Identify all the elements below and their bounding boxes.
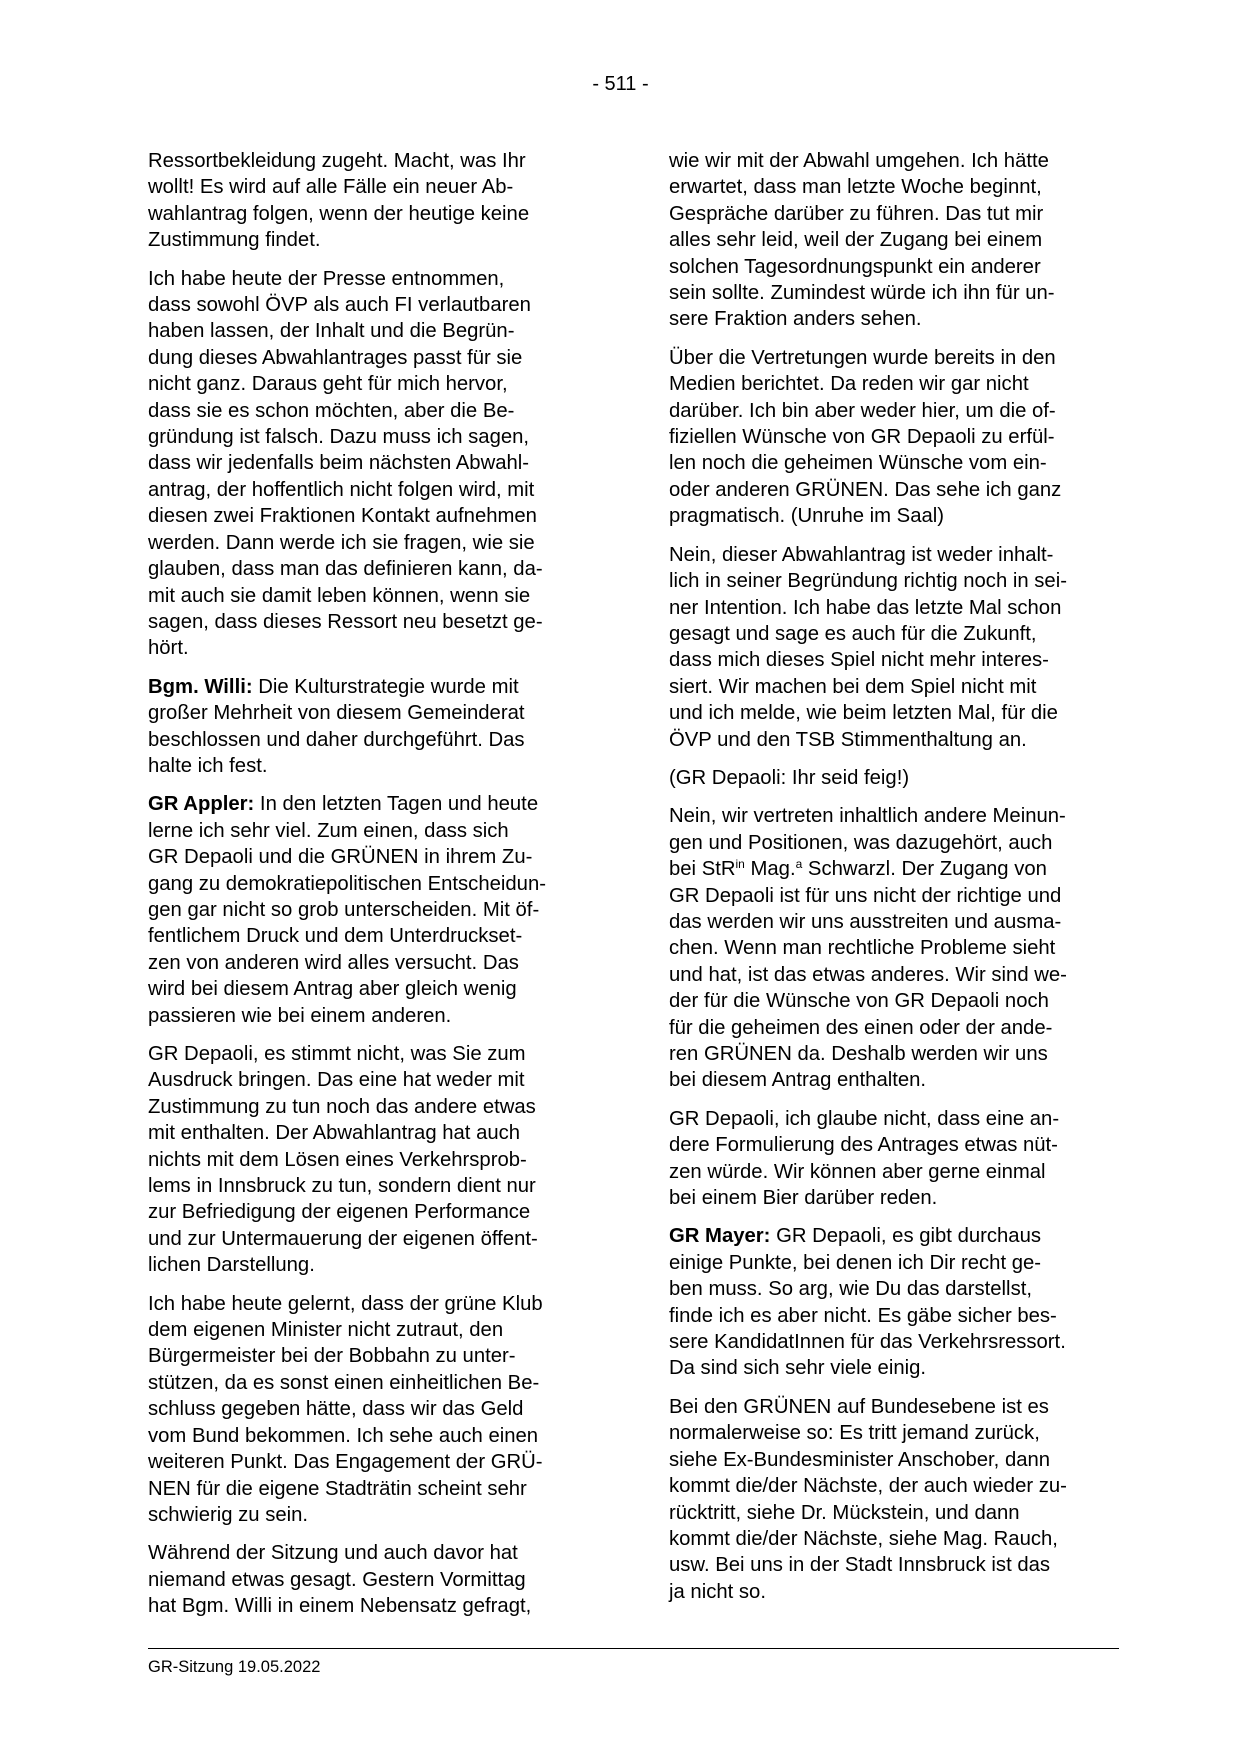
paragraph bbox=[669, 1223, 1117, 1381]
speech-text: GR Depaoli, es gibt durchaus einige Punkte, bei denen ich Dir recht ge- ben muss. So arg, wie Du das darstellst, finde ich es aber nicht. Es gäbe sicher bes- sere KandidatInnen für das Verkehrsressort. Da sind sich sehr viele einig. bbox=[669, 1225, 1066, 1380]
speech-text: In den letzten Tagen und heute lerne ich sehr viel. Zum einen, dass sich GR Depaoli und die GRÜNEN in ihrem Zu- gang zu demokratiepolitischen Entscheidun- gen gar nicht so grob unterscheiden. Mit öf- fentlichem Druck und dem Unterdruckset- zen von anderen wird alles versucht. Das wird bei diesem Antrag aber gleich wenig passieren wie bei einem anderen. bbox=[148, 793, 546, 1027]
paragraph: Ressortbekleidung zugeht. Macht, was Ihr wollt! Es wird auf alle Fälle ein neuer Ab- wahlantrag folgen, wenn der heutige keine Zustimmung findet. bbox=[148, 150, 530, 252]
paragraph bbox=[148, 791, 596, 1029]
text-line: Schwarzl. Der Zugang von bbox=[802, 858, 1047, 881]
speaker-name: Bgm. Willi: bbox=[148, 675, 253, 698]
speaker-name: GR Mayer: bbox=[669, 1225, 771, 1248]
text-lines: GR Depaoli ist für uns nicht der richtige und das werden wir uns ausstreiten und ausma- chen. Wenn man rechtliche Probleme sieht und hat, ist das etwas anderes. Wir sind we- der für die Wünsche von GR Depaoli noch für die geheimen des einen oder der ande- ren GRÜNEN da. Deshalb werden wir uns bei diesem Antrag enthalten. bbox=[669, 884, 1067, 1092]
speech-text: Die Kulturstrategie wurde mit großer Mehrheit von diesem Gemeinderat beschlossen und daher durchgeführt. Das halte ich fest. bbox=[148, 675, 525, 777]
paragraph: Ich habe heute der Presse entnommen, dass sowohl ÖVP als auch FI verlautbaren haben lassen, der Inhalt und die Begrün- dung dieses Abwahlantrages passt für sie nicht ganz. Daraus geht für mich hervor, dass sie es schon möchten, aber die Be- gründung ist falsch. Dazu muss ich sagen, dass wir jedenfalls beim nächsten Abwahl- antrag, der hoffentlich nicht folgen wird, mit diesen zwei Fraktionen Kontakt aufnehmen werden. Dann werde ich sie fragen, wie sie glauben, dass man das definieren kann, da- mit auch sie damit leben können, wenn sie sagen, dass dieses Ressort neu besetzt ge- hört. bbox=[148, 267, 543, 660]
paragraph: Während der Sitzung und auch davor hat niemand etwas gesagt. Gestern Vormittag hat Bgm. Willi in einem Nebensatz gefragt, bbox=[148, 1542, 532, 1618]
superscript: a bbox=[795, 857, 803, 872]
paragraph: Über die Vertretungen wurde bereits in den Medien berichtet. Da reden wir gar nicht darüber. Ich bin aber weder hier, um die of- fiziellen Wünsche von GR Depaoli zu erfül- len noch die geheimen Wünsche vom ein- oder anderen GRÜNEN. Das sehe ich ganz pragmatisch. (Unruhe im Saal) bbox=[669, 346, 1062, 528]
paragraph: GR Depaoli, es stimmt nicht, was Sie zum Ausdruck bringen. Das eine hat weder mit Zustimmung zu tun noch das andere etwas mit enthalten. Der Abwahlantrag hat auch nichts mit dem Lösen eines Verkehrsprob- lems in Innsbruck zu tun, sondern dient nur zur Befriedigung der eigenen Performance und zur Untermauerung der eigenen öffent- lichen Darstellung. bbox=[148, 1043, 538, 1277]
right-column bbox=[669, 148, 1117, 1617]
left-column bbox=[148, 148, 596, 1632]
speaker-name: GR Appler: bbox=[148, 793, 255, 816]
paragraph: wie wir mit der Abwahl umgehen. Ich hätte erwartet, dass man letzte Woche beginnt, Gespräche darüber zu führen. Das tut mir alles sehr leid, weil der Zugang bei einem solchen Tagesordnungspunkt ein anderer sein sollte. Zumindest würde ich ihn für un- sere Fraktion anders sehen. bbox=[669, 150, 1055, 331]
paragraph: Ich habe heute gelernt, dass der grüne Klub dem eigenen Minister nicht zutraut, den Bürgermeister bei der Bobbahn zu unter- stützen, da es sonst einen einheitlichen Be- schluss gegeben hätte, dass wir das Geld vom Bund bekommen. Ich sehe auch einen weiteren Punkt. Das Engagement der GRÜ- NEN für die eigene Stadträtin scheint sehr schwierig zu sein. bbox=[148, 1292, 543, 1526]
paragraph bbox=[148, 674, 596, 780]
text-line: Nein, wir vertreten inhaltlich andere Meinun- bbox=[669, 805, 1066, 828]
paragraph: GR Depaoli, ich glaube nicht, dass eine an- dere Formulierung des Antrages etwas nüt- zen würde. Wir können aber gerne einmal bei einem Bier darüber reden. bbox=[669, 1107, 1060, 1210]
text-line: gen und Positionen, was dazugehört, auch bbox=[669, 831, 1053, 854]
superscript: in bbox=[735, 857, 745, 872]
paragraph: Bei den GRÜNEN auf Bundesebene ist es normalerweise so: Es tritt jemand zurück, siehe Ex-Bundesminister Anschober, dann kommt die/der Nächste, der auch wieder zu- rücktritt, siehe Dr. Mückstein, und dann kommt die/der Nächste, siehe Mag. Rauch, usw. Bei uns in der Stadt Innsbruck ist das ja nicht so. bbox=[669, 1395, 1067, 1603]
footer-session-date: GR-Sitzung 19.05.2022 bbox=[148, 1658, 321, 1676]
footer-divider bbox=[148, 1648, 1119, 1649]
text-line: bei StR bbox=[669, 858, 736, 881]
text-line: Mag. bbox=[744, 858, 796, 881]
interjection: (GR Depaoli: Ihr seid feig!) bbox=[669, 766, 910, 789]
paragraph bbox=[669, 803, 1117, 1093]
page-number: - 511 - bbox=[592, 73, 649, 95]
paragraph: Nein, dieser Abwahlantrag ist weder inhalt- lich in seiner Begründung richtig noch in sei- ner Intention. Ich habe das letzte Mal schon gesagt und sage es auch für die Zukunft, dass mich dieses Spiel nicht mehr interes- siert. Wir machen bei dem Spiel nicht mit und ich melde, wie beim letzten Mal, für die ÖVP und den TSB Stimmenthaltung an. bbox=[669, 543, 1067, 751]
